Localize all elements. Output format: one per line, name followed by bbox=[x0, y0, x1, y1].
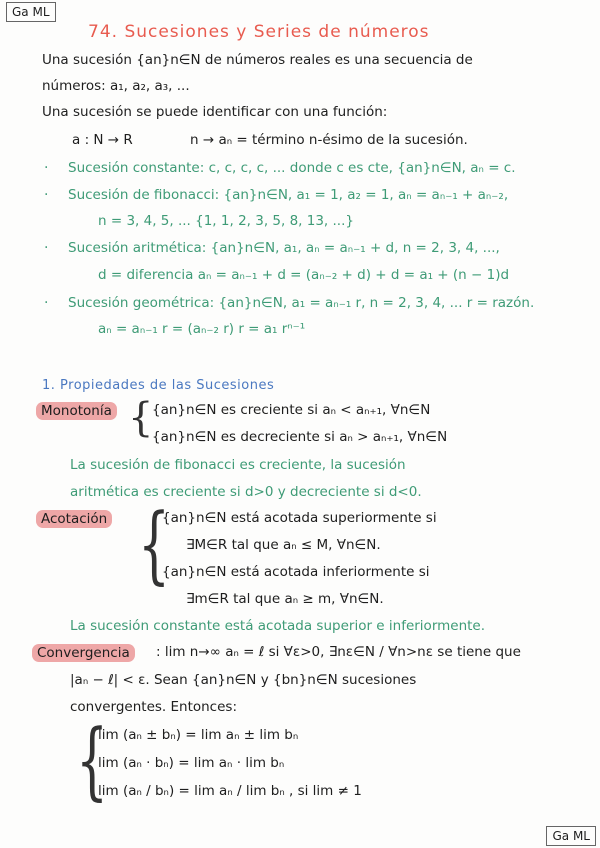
bullet-dot: · bbox=[44, 160, 49, 176]
bullet-geometrica-cont: aₙ = aₙ₋₁ r = (aₙ₋₂ r) r = a₁ rⁿ⁻¹ bbox=[98, 321, 306, 337]
section-heading: 1. Propiedades de las Sucesiones bbox=[42, 378, 275, 393]
acotacion-line-2: ∃M∈R tal que aₙ ≤ M, ∀n∈N. bbox=[186, 537, 381, 553]
intro-line-3: Una sucesión se puede identificar con una función: bbox=[42, 104, 388, 120]
label-acotacion: Acotación bbox=[36, 510, 112, 528]
acotacion-line-1: {an}n∈N está acotada superiormente si bbox=[162, 510, 437, 526]
limit-formula-product: lim (aₙ · bₙ) = lim aₙ · lim bₙ bbox=[98, 755, 285, 771]
acotacion-line-3: {an}n∈N está acotada inferiormente si bbox=[162, 564, 430, 580]
convergencia-line-2: |aₙ − ℓ| < ε. Sean {an}n∈N y {bn}n∈N sucesiones bbox=[70, 672, 417, 688]
bullet-aritmetica: Sucesión aritmética: {an}n∈N, a₁, aₙ = aₙ₋₁ + d, n = 2, 3, 4, ..., bbox=[68, 240, 500, 256]
function-mapping: n → aₙ = término n-ésimo de la sucesión. bbox=[190, 132, 468, 148]
intro-line-2: números: a₁, a₂, a₃, ... bbox=[42, 78, 190, 94]
monotonia-note-1: La sucesión de fibonacci es creciente, la sucesión bbox=[70, 457, 406, 473]
page-title: 74. Sucesiones y Series de números bbox=[88, 22, 430, 42]
acotacion-note: La sucesión constante está acotada superior e inferiormente. bbox=[70, 618, 486, 634]
bullet-fibonacci-cont: n = 3, 4, 5, ... {1, 1, 2, 3, 5, 8, 13, ...} bbox=[98, 213, 354, 229]
tag-bottom-right: Ga ML bbox=[546, 826, 596, 846]
brace: { bbox=[138, 495, 171, 593]
label-convergencia: Convergencia bbox=[32, 644, 135, 662]
monotonia-line-1: {an}n∈N es creciente si aₙ < aₙ₊₁, ∀n∈N bbox=[152, 402, 431, 418]
bullet-constante: Sucesión constante: c, c, c, c, ... donde c es cte, {an}n∈N, aₙ = c. bbox=[68, 160, 516, 176]
brace: { bbox=[128, 395, 154, 441]
brace: { bbox=[76, 711, 109, 809]
bullet-dot: · bbox=[44, 295, 49, 311]
limit-formula-quotient: lim (aₙ / bₙ) = lim aₙ / lim bₙ , si lim ≠ 1 bbox=[98, 783, 362, 799]
label-monotonia: Monotonía bbox=[36, 402, 117, 420]
convergencia-line-3: convergentes. Entonces: bbox=[70, 699, 237, 715]
intro-line-1: Una sucesión {an}n∈N de números reales es una secuencia de bbox=[42, 52, 473, 68]
monotonia-note-2: aritmética es creciente si d>0 y decreciente si d<0. bbox=[70, 484, 422, 500]
acotacion-line-4: ∃m∈R tal que aₙ ≥ m, ∀n∈N. bbox=[186, 591, 384, 607]
monotonia-line-2: {an}n∈N es decreciente si aₙ > aₙ₊₁, ∀n∈N bbox=[152, 429, 448, 445]
bullet-dot: · bbox=[44, 187, 49, 203]
bullet-dot: · bbox=[44, 240, 49, 256]
bullet-aritmetica-cont: d = diferencia aₙ = aₙ₋₁ + d = (aₙ₋₂ + d) + d = a₁ + (n − 1)d bbox=[98, 267, 510, 283]
function-def: a : N → R bbox=[72, 132, 133, 148]
limit-formula-sum: lim (aₙ ± bₙ) = lim aₙ ± lim bₙ bbox=[98, 727, 299, 743]
tag-top-left: Ga ML bbox=[6, 2, 56, 22]
bullet-fibonacci: Sucesión de fibonacci: {an}n∈N, a₁ = 1, a₂ = 1, aₙ = aₙ₋₁ + aₙ₋₂, bbox=[68, 187, 509, 203]
convergencia-line-1: : lim n→∞ aₙ = ℓ si ∀ε>0, ∃nε∈N / ∀n>nε se tiene que bbox=[156, 644, 521, 660]
bullet-geometrica: Sucesión geométrica: {an}n∈N, a₁ = aₙ₋₁ r, n = 2, 3, 4, ... r = razón. bbox=[68, 295, 535, 311]
